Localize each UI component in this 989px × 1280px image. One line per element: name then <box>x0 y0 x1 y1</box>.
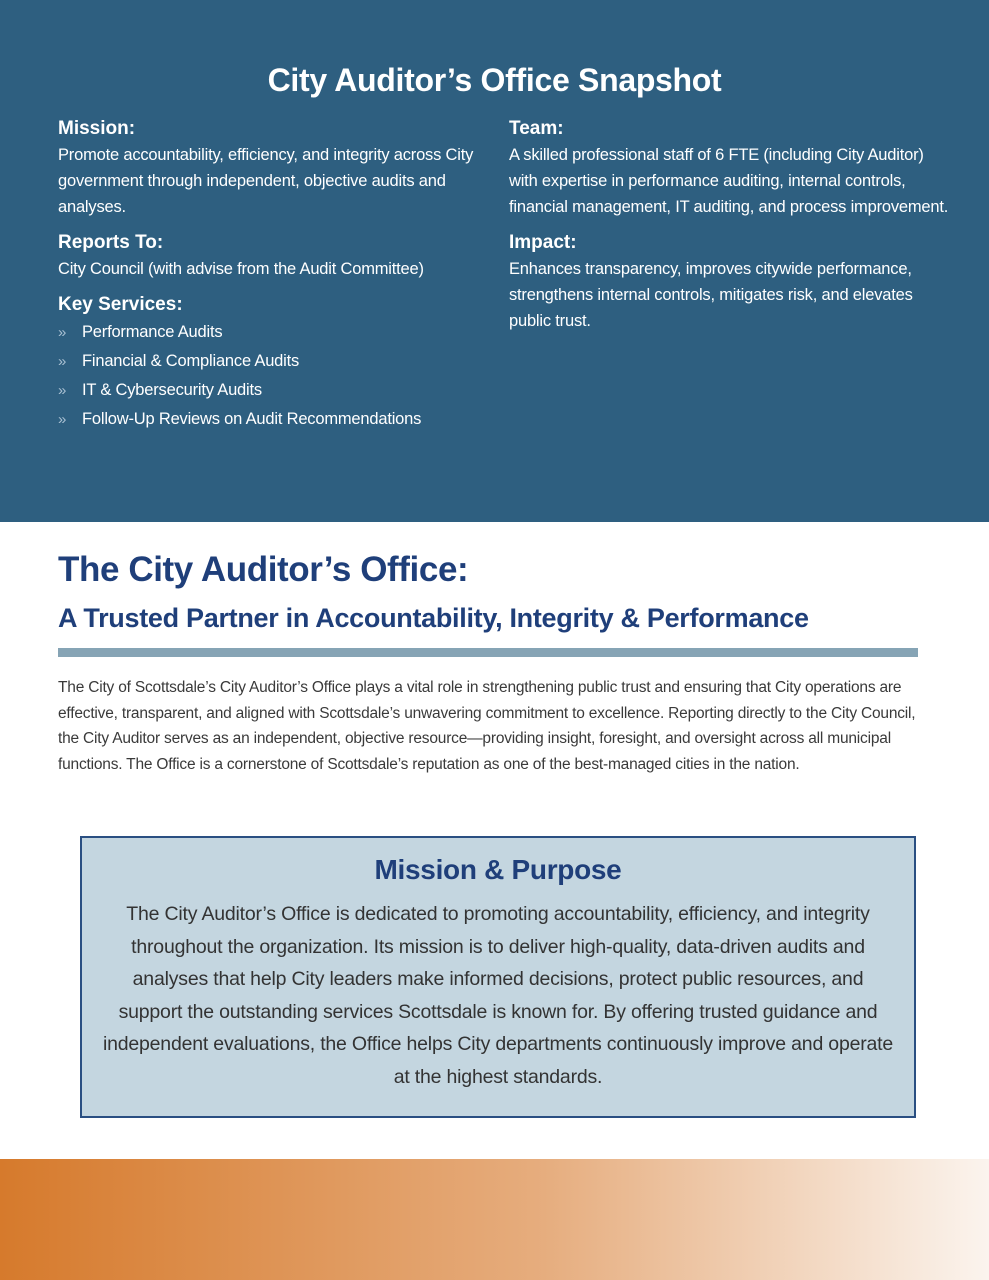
service-label: Financial & Compliance Audits <box>82 352 300 370</box>
service-label: Performance Audits <box>82 323 223 341</box>
chevron-right-double-icon: » <box>58 382 67 399</box>
snapshot-panel <box>0 0 989 522</box>
impact-label: Impact: <box>509 232 577 253</box>
team-text: A skilled professional staff of 6 FTE (including City Auditor) with expertise in performance auditing, internal controls, financial management, IT auditing, and process improvement. <box>509 146 949 216</box>
chevron-right-double-icon: » <box>58 411 67 428</box>
page-title: The City Auditor’s Office: <box>58 550 469 589</box>
service-label: IT & Cybersecurity Audits <box>82 381 262 399</box>
mission-text: Promote accountability, efficiency, and integrity across City government through independent, objective audits and analyses. <box>58 146 474 216</box>
mission-purpose-title: Mission & Purpose <box>374 854 622 885</box>
page-subtitle: A Trusted Partner in Accountability, Integrity & Performance <box>58 603 809 633</box>
reports-to-text: City Council (with advise from the Audit Committee) <box>58 260 424 278</box>
team-label: Team: <box>509 118 564 139</box>
chevron-right-double-icon: » <box>58 353 67 370</box>
snapshot-right-column <box>509 116 949 334</box>
key-services-list <box>58 318 488 434</box>
footer-gradient-band <box>0 1159 989 1280</box>
list-item <box>58 318 488 347</box>
reports-to-label: Reports To: <box>58 232 164 253</box>
list-item <box>58 376 488 405</box>
key-services-label: Key Services: <box>58 294 183 315</box>
service-label: Follow-Up Reviews on Audit Recommendations <box>82 410 422 428</box>
mission-label: Mission: <box>58 118 136 139</box>
snapshot-left-column <box>58 116 488 434</box>
mission-purpose-box <box>80 836 916 1118</box>
list-item <box>58 347 488 376</box>
intro-paragraph: The City of Scottsdale’s City Auditor’s Office plays a vital role in strengthening public trust and ensuring that City operations are effective, transparent, and aligned with Scottsdale’s unwavering commitment to excellence. Reporting directly to the City Council, the City Auditor serves as an independent, objective resource—providing insight, foresight, and oversight across all municipal functions. The Office is a cornerstone of Scottsdale’s reputation as one of the best-managed cities in the nation. <box>58 679 916 773</box>
chevron-right-double-icon: » <box>58 324 67 341</box>
divider-rule <box>58 648 918 657</box>
list-item <box>58 405 488 434</box>
impact-text: Enhances transparency, improves citywide performance, strengthens internal controls, mitigates risk, and elevates public trust. <box>509 260 913 330</box>
snapshot-title: City Auditor’s Office Snapshot <box>267 62 722 98</box>
mission-purpose-text: The City Auditor’s Office is dedicated to promoting accountability, efficiency, and integrity throughout the organization. Its mission is to deliver high-quality, data-driven audits and analyses that help City leaders make informed decisions, protect public resources, and support the outstanding services Scottsdale is known for. By offering trusted guidance and independent evaluations, the Office helps City departments continuously improve and operate at the highest standards. <box>102 903 894 1088</box>
